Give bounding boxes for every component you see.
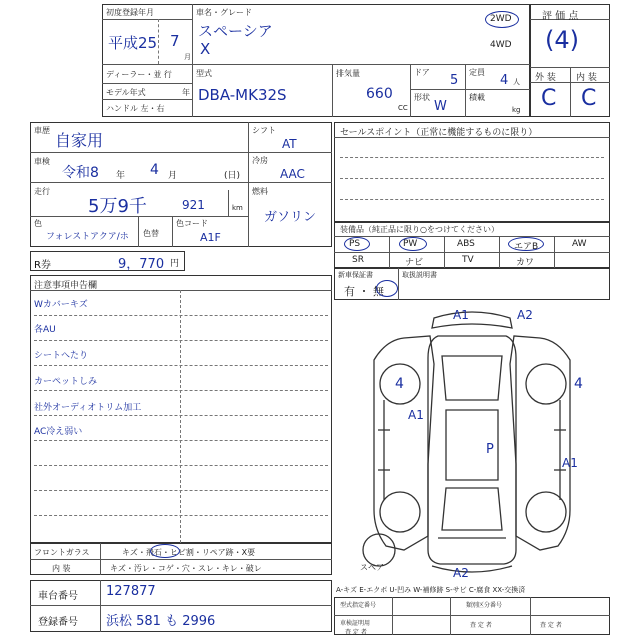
damage-mark: P	[486, 442, 494, 457]
note-item: シートへたり	[34, 351, 89, 361]
recycle-unit: 円	[170, 259, 180, 269]
chassis-label: 車台番号	[38, 591, 78, 602]
recycle-amount: 9，770	[118, 257, 165, 272]
damage-mark: A1	[453, 308, 469, 322]
damage-mark: 4	[574, 376, 583, 392]
drive-4wd: 4WD	[490, 40, 512, 50]
warranty-value: 有 ・ 無	[344, 285, 384, 298]
color-code: A1F	[200, 231, 221, 244]
note-item: Wカバーキズ	[34, 300, 88, 310]
footer-label: 車検証明用	[340, 620, 371, 627]
inspection-label: 車検	[34, 157, 50, 166]
model-year-unit: 年	[182, 88, 190, 97]
footer-label: 型式指定番号	[340, 602, 377, 609]
shift-label: シフト	[252, 126, 276, 135]
load-unit: kg	[512, 106, 521, 114]
displacement-unit: CC	[398, 104, 408, 112]
equip-pw: PW	[403, 239, 418, 249]
damage-mark: 4	[395, 376, 404, 392]
damage-legend: A-キズ E-エクボ U-凹み W-補修跡 S-サビ C-腐食 XX-交換済	[336, 586, 526, 594]
note-item: 社外オーディオトリム加工	[34, 403, 142, 413]
plate-label: 登録番号	[38, 617, 78, 628]
model-code: DBA-MK32S	[198, 86, 287, 104]
shape: W	[434, 99, 447, 114]
equipment-title: 装備品（純正品に限り○をつけてください）	[340, 225, 499, 234]
footer-label: 査 定 者	[540, 622, 562, 629]
color-code-label: 色コード	[176, 219, 208, 228]
doors: 5	[450, 73, 459, 88]
displacement: 660	[366, 86, 393, 102]
model-year-label: モデル年式	[106, 88, 146, 97]
capacity: 4	[500, 73, 509, 88]
sales-point-title: セールスポイント（正常に機能するものに限り）	[340, 128, 538, 138]
damage-mark: A2	[517, 308, 533, 322]
capacity-unit: 人	[513, 78, 520, 86]
first-reg-era: 平成25	[108, 34, 158, 52]
shape-label: 形状	[414, 93, 430, 102]
shift: AT	[282, 137, 297, 151]
first-reg-month: 7	[170, 32, 180, 50]
fuel: ガソリン	[264, 210, 317, 225]
note-item: 各AU	[34, 325, 56, 335]
score-label: 評 価 点	[542, 11, 579, 22]
inspection-era: 令和8	[62, 165, 99, 181]
exterior-grade: C	[541, 86, 557, 111]
usage-label: 車歴	[34, 126, 50, 135]
inspection-month: 4	[150, 162, 159, 178]
footer-label: 類別区分番号	[466, 602, 503, 609]
manual-label: 取扱説明書	[402, 271, 437, 279]
recycle-label: R券	[34, 260, 51, 271]
displacement-label: 排気量	[336, 69, 360, 78]
damage-mark: A2	[453, 566, 469, 580]
score-value: (4)	[545, 26, 579, 54]
equip-ps: PS	[349, 239, 361, 249]
mileage-detail: 921	[182, 198, 205, 212]
type-label: 型式	[196, 69, 212, 78]
plate-number: 浜松 581 も 2996	[106, 614, 216, 629]
spare-label: スペア	[360, 563, 384, 572]
first-reg-label: 初度登録年月	[106, 8, 154, 17]
equip-sr: SR	[352, 255, 364, 265]
mileage: 5万9千	[88, 196, 147, 217]
mileage-label: 走行	[34, 187, 50, 196]
equip-airbag: エアB	[514, 242, 539, 252]
damage-mark: A1	[408, 408, 424, 422]
note-item: AC冷え弱い	[34, 427, 83, 437]
interior-label: 内 装	[576, 73, 597, 83]
car-name: スペーシア	[198, 22, 273, 40]
inspection-month-unit: 月	[168, 171, 178, 181]
footer-label: 査 定 者	[345, 629, 367, 636]
ac: AAC	[280, 167, 305, 181]
drive-2wd: 2WD	[490, 14, 512, 24]
grade: X	[200, 40, 211, 58]
damage-mark: A1	[562, 456, 578, 470]
interior-options-label: 内 装	[52, 564, 71, 573]
exterior-label: 外 装	[535, 73, 556, 83]
fuel-label: 燃料	[252, 187, 268, 196]
color-label: 色	[34, 219, 42, 228]
color-change-label: 色替	[143, 229, 159, 238]
equip-abs: ABS	[457, 239, 475, 249]
windshield-label: フロントガラス	[34, 548, 90, 557]
equip-navi: ナビ	[405, 258, 424, 268]
ac-label: 冷房	[252, 156, 268, 165]
equip-leather: カワ	[516, 258, 535, 268]
note-item: カーペットしみ	[34, 377, 98, 387]
warranty-label: 新車保証書	[338, 271, 373, 279]
first-reg-month-unit: 月	[184, 53, 191, 61]
dealer-label: ディーラー・並 行	[106, 70, 172, 79]
inspection-day-unit: (日)	[224, 171, 241, 181]
equip-aw: AW	[572, 239, 587, 249]
usage: 自家用	[55, 131, 104, 150]
inspection-year-unit: 年	[116, 171, 126, 181]
door-label: ドア	[414, 68, 430, 77]
handle-label: ハンドル 左・右	[106, 104, 165, 113]
notes-title: 注意事項申告欄	[34, 281, 98, 291]
equip-tv: TV	[462, 255, 474, 265]
chassis-number: 127877	[106, 584, 156, 599]
color: フォレストアクア/ホ	[46, 232, 129, 242]
car-diagram	[334, 300, 610, 590]
car-name-label: 車名・グレード	[196, 8, 252, 17]
interior-grade: C	[581, 86, 597, 111]
load-label: 積載	[469, 93, 485, 102]
windshield-options: キズ・飛石・ヒビ割・リペア跡・X要	[122, 548, 256, 557]
footer-label: 査 定 者	[470, 622, 492, 629]
capacity-label: 定員	[469, 68, 485, 77]
mileage-unit: km	[232, 204, 243, 212]
interior-options: キズ・汚レ・コゲ・穴・スレ・キレ・破レ	[110, 564, 262, 573]
